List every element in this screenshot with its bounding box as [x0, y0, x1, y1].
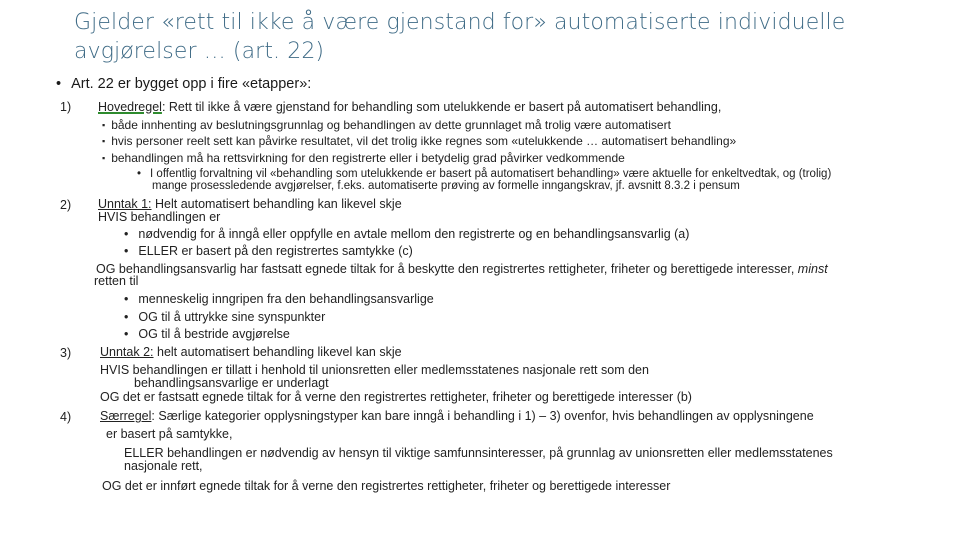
page-title-line2: avgjørelser … (art. 22) [74, 39, 325, 64]
stage1-text: : Rett til ikke å være gjenstand for behandling som utelukkende er basert på automatisert behandling, [161, 100, 722, 114]
stage4-eller-line1: ELLER behandlingen er nødvendig av hensyn til viktige samfunnsinteresser, på grunnlag av unionsretten eller medlemsstatenes [124, 446, 833, 460]
item-number-1: 1) [60, 100, 72, 114]
stage1-subsub1-text1: I offentlig forvaltning vil «behandling som utelukkende er basert på automatisert behandling» være aktuelle for enkeltvedtak, og (trolig) [150, 168, 832, 180]
stage2-r2 [124, 310, 325, 324]
stage2-r1-text: menneskelig inngripen fra den behandlingsansvarlige [138, 292, 434, 306]
bullet-dot-icon: • [124, 310, 129, 324]
intro-bullet-text: Art. 22 er bygget opp i fire «etapper»: [71, 76, 312, 92]
intro-bullet [56, 76, 311, 92]
bullet-dot-icon: • [56, 76, 62, 92]
stage2-b1 [124, 227, 689, 241]
page-title-line1: Gjelder «rett til ikke å være gjenstand for» automatiserte individuelle [74, 10, 846, 35]
stage1-sub3 [102, 151, 625, 165]
stage2-r2-text: OG til å uttrykke sine synspunkter [138, 310, 326, 324]
stage1-sub1-text: både innhenting av beslutningsgrunnlag og behandlingen av dette grunnlaget må trolig være automatisert [111, 118, 671, 132]
stage2-r1 [124, 292, 434, 306]
stage1-heading [98, 100, 721, 114]
stage3-label: Unntak 2: [100, 345, 154, 359]
stage2-b2-text: ELLER er basert på den registrertes samtykke (c) [138, 244, 413, 258]
stage3-hvis-line2: behandlingsansvarlige er underlagt [134, 376, 329, 390]
stage4-eller-line2: nasjonale rett, [124, 459, 203, 473]
square-bullet-icon: ▪ [102, 120, 106, 130]
stage3-hvis-line1: HVIS behandlingen er tillatt i henhold til unionsretten eller medlemsstatenes nasjonale rett som den [100, 363, 649, 377]
stage1-sub1 [102, 118, 671, 132]
stage2-og-minst: minst [797, 262, 828, 276]
stage1-subsub1-line2: mange prosessledende avgjørelser, f.eks. automatiserte prøving av formelle inngangskrav, jf. avsnitt 8.3.2 i pensum [152, 180, 740, 192]
stage4-og: OG det er innført egnede tiltak for å verne den registrertes rettigheter, friheter og berettigede interesser [102, 479, 671, 493]
stage4-heading [100, 409, 814, 423]
bullet-dot-icon: • [124, 292, 129, 306]
stage2-label: Unntak 1: [98, 197, 152, 211]
stage2-r3 [124, 327, 290, 341]
square-bullet-icon: ▪ [102, 153, 106, 163]
stage2-b2 [124, 244, 413, 258]
item-number-4: 4) [60, 410, 72, 424]
stage4-text: : Særlige kategorier opplysningstyper kan bare inngå i behandling i 1) – 3) ovenfor, hvis behandlingen av opplysningene [151, 409, 814, 423]
stage4-line2: er basert på samtykke, [106, 427, 233, 441]
stage4-label: Særregel [100, 409, 152, 423]
stage1-sub2 [102, 134, 736, 148]
bullet-dot-icon: • [124, 227, 129, 241]
stage2-text: Helt automatisert behandling kan likevel skje [151, 197, 402, 211]
stage2-heading [98, 197, 402, 211]
stage1-subsub1-line1 [137, 168, 831, 180]
bullet-dot-icon: • [124, 327, 129, 341]
stage3-og: OG det er fastsatt egnede tiltak for å verne den registrertes rettigheter, friheter og berettigede interesser (b) [100, 390, 692, 404]
square-bullet-icon: ▪ [102, 136, 106, 146]
stage2-og-line2: retten til [94, 274, 139, 288]
bullet-dot-icon: • [137, 168, 142, 180]
stage2-og-line1 [96, 262, 828, 276]
stage1-label: Hovedregel [98, 100, 162, 114]
stage2-r3-text: OG til å bestride avgjørelse [138, 327, 290, 341]
stage1-sub3-text: behandlingen må ha rettsvirkning for den registrerte eller i betydelig grad påvirker vedkommende [111, 151, 625, 165]
stage1-sub2-text: hvis personer reelt sett kan påvirke resultatet, vil det trolig ikke regnes som «utelukkende … automatisert behandling» [111, 134, 737, 148]
item-number-3: 3) [60, 346, 72, 360]
stage2-og-text: OG behandlingsansvarlig har fastsatt egnede tiltak for å beskytte den registrertes rettigheter, friheter og berettigede interesser, [96, 262, 795, 276]
stage2-hvis: HVIS behandlingen er [98, 210, 221, 224]
stage3-heading [100, 345, 402, 359]
item-number-2: 2) [60, 198, 72, 212]
bullet-dot-icon: • [124, 244, 129, 258]
stage3-text: helt automatisert behandling likevel kan skje [153, 345, 402, 359]
stage2-b1-text: nødvendig for å inngå eller oppfylle en avtale mellom den registrerte og en behandlingsansvarlig (a) [138, 227, 690, 241]
